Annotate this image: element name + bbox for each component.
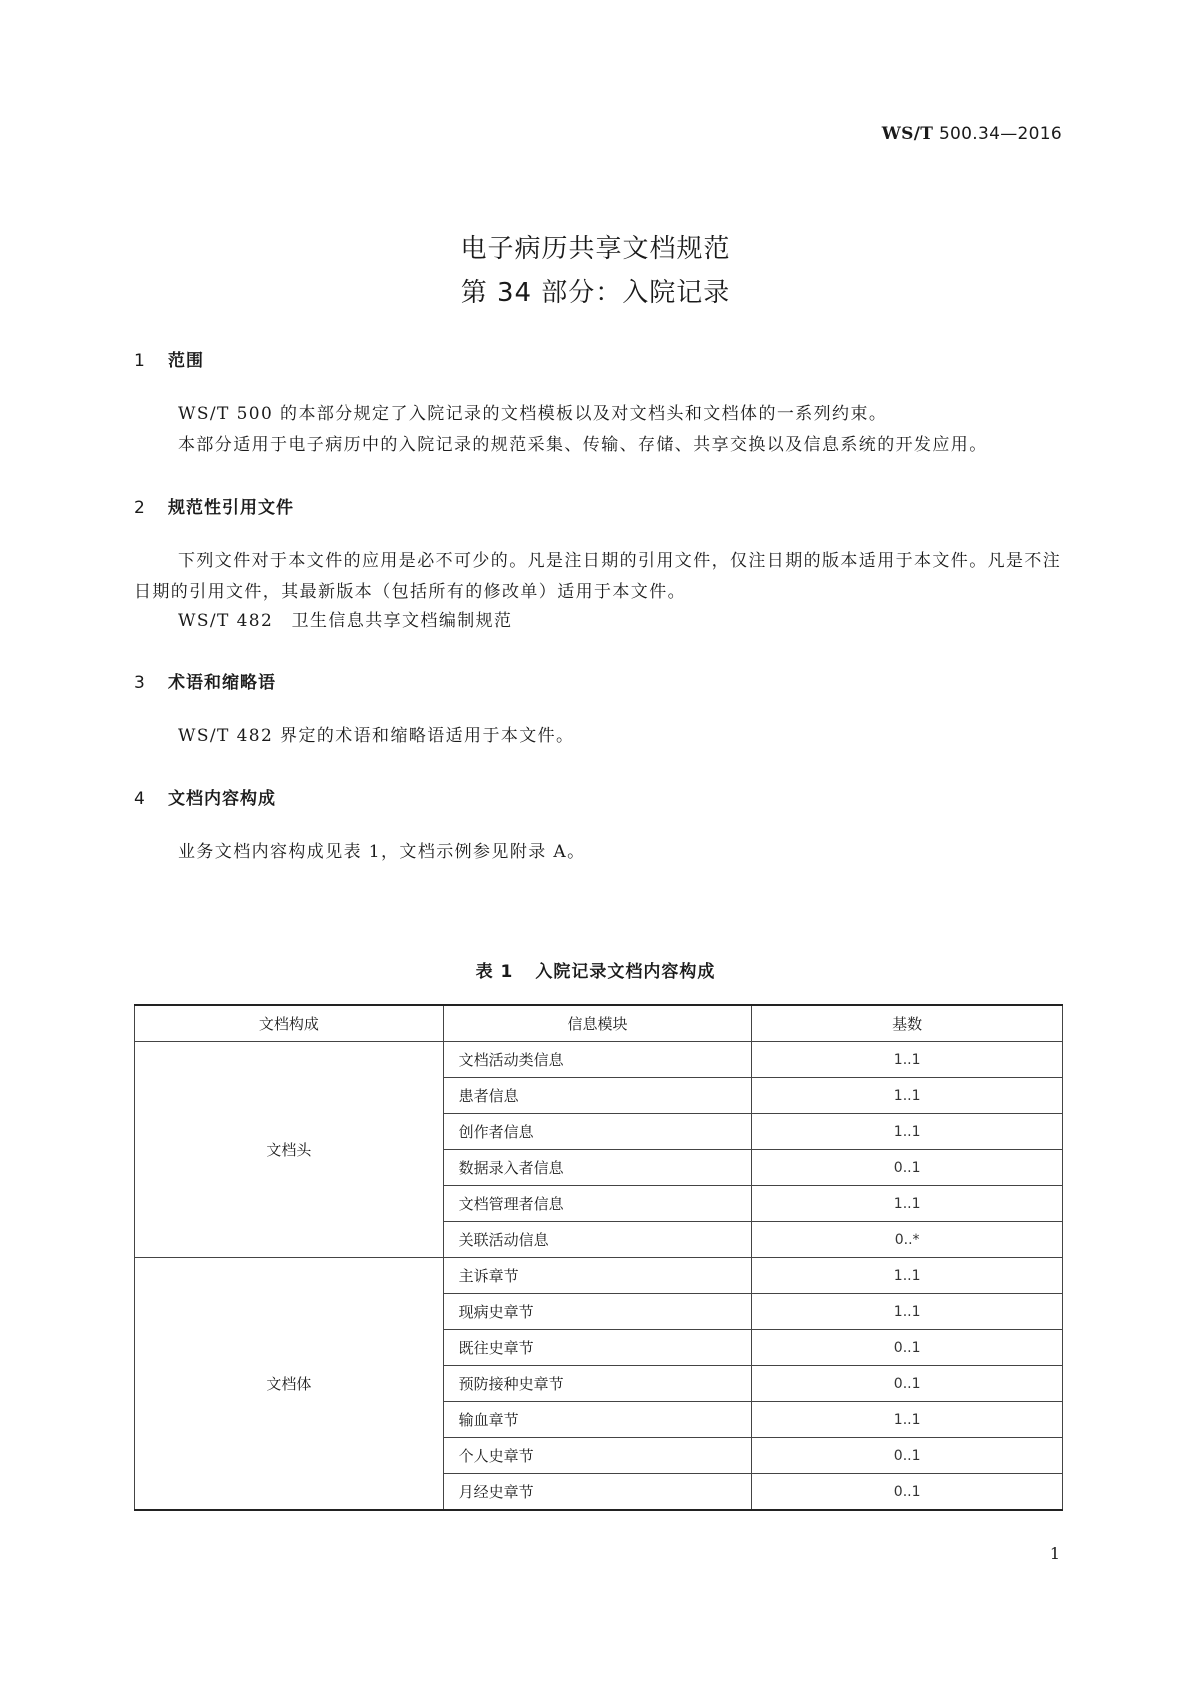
section-heading-terms (134, 668, 276, 693)
page-number: 1 (1049, 1544, 1060, 1563)
module-cell: 预防接种史章节 (443, 1366, 752, 1402)
content-structure-table (134, 1004, 1063, 1511)
module-cell: 数据录入者信息 (443, 1150, 752, 1186)
paragraph: WS/T 500 的本部分规定了入院记录的文档模板以及对文档头和文档体的一系列约束。 (178, 404, 888, 424)
document-subtitle: 第 34 部分：入院记录 (460, 278, 731, 308)
cardinality-cell: 0..1 (752, 1330, 1063, 1366)
cardinality-cell: 1..1 (752, 1294, 1063, 1330)
standard-code (780, 124, 1062, 144)
module-cell: 主诉章节 (443, 1258, 752, 1294)
section-heading-content-structure (134, 784, 276, 809)
section-heading-normative-references (134, 493, 294, 518)
table-row (135, 1042, 1063, 1078)
table-caption (0, 957, 1191, 982)
module-cell: 个人史章节 (443, 1438, 752, 1474)
table-caption-text: 入院记录文档内容构成 (535, 962, 716, 982)
group-cell-document-header: 文档头 (135, 1042, 444, 1258)
cardinality-cell: 0..1 (752, 1150, 1063, 1186)
section-heading-scope (134, 346, 204, 371)
document-title: 电子病历共享文档规范 (460, 234, 731, 264)
cardinality-cell: 1..1 (752, 1042, 1063, 1078)
standard-prefix: WS/T (881, 124, 934, 144)
module-cell: 关联活动信息 (443, 1222, 752, 1258)
module-cell: 文档活动类信息 (443, 1042, 752, 1078)
column-header-module: 信息模块 (443, 1005, 752, 1042)
cardinality-cell: 0..* (752, 1222, 1063, 1258)
paragraph: 业务文档内容构成见表 1，文档示例参见附录 A。 (178, 842, 586, 862)
module-cell: 月经史章节 (443, 1474, 752, 1511)
section-title: 规范性引用文件 (168, 498, 294, 518)
column-header-composition: 文档构成 (135, 1005, 444, 1042)
section-title: 术语和缩略语 (168, 673, 276, 693)
module-cell: 创作者信息 (443, 1114, 752, 1150)
cardinality-cell: 1..1 (752, 1078, 1063, 1114)
cardinality-cell: 0..1 (752, 1474, 1063, 1511)
cardinality-cell: 1..1 (752, 1186, 1063, 1222)
section-title: 范围 (168, 351, 204, 371)
table-row (135, 1258, 1063, 1294)
section-number: 4 (134, 789, 145, 809)
reference-item: WS/T 482 卫生信息共享文档编制规范 (178, 611, 513, 631)
module-cell: 输血章节 (443, 1402, 752, 1438)
column-header-cardinality: 基数 (752, 1005, 1063, 1042)
standard-number: 500.34—2016 (938, 124, 1062, 144)
section-number: 1 (134, 351, 145, 371)
module-cell: 既往史章节 (443, 1330, 752, 1366)
cardinality-cell: 0..1 (752, 1438, 1063, 1474)
cardinality-cell: 0..1 (752, 1366, 1063, 1402)
module-cell: 现病史章节 (443, 1294, 752, 1330)
paragraph: WS/T 482 界定的术语和缩略语适用于本文件。 (178, 726, 575, 746)
table-header-row (135, 1005, 1063, 1042)
module-cell: 文档管理者信息 (443, 1186, 752, 1222)
cardinality-cell: 1..1 (752, 1258, 1063, 1294)
section-number: 3 (134, 673, 145, 693)
cardinality-cell: 1..1 (752, 1114, 1063, 1150)
section-number: 2 (134, 498, 145, 518)
module-cell: 患者信息 (443, 1078, 752, 1114)
section-title: 文档内容构成 (168, 789, 276, 809)
paragraph: 本部分适用于电子病历中的入院记录的规范采集、传输、存储、共享交换以及信息系统的开发应用。 (178, 435, 988, 455)
table-caption-label: 表 1 (475, 962, 514, 982)
cardinality-cell: 1..1 (752, 1402, 1063, 1438)
paragraph: 下列文件对于本文件的应用是必不可少的。凡是注日期的引用文件，仅注日期的版本适用于本文件。凡是不注日期的引用文件，其最新版本（包括所有的修改单）适用于本文件。 (134, 551, 1062, 602)
group-cell-document-body: 文档体 (135, 1258, 444, 1511)
